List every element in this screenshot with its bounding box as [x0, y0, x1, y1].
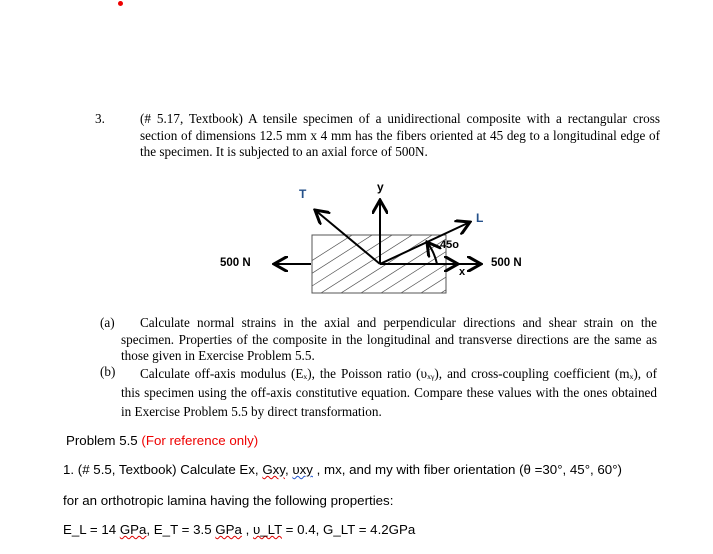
- l1b: ,: [284, 462, 293, 477]
- l3-gpa2: GPa: [215, 522, 242, 537]
- l3c: ,: [241, 522, 253, 537]
- part-b-label: (b): [100, 364, 116, 379]
- l3-ult: υ_LT: [253, 522, 282, 537]
- l3d: = 0.4, G_LT = 4.2GPa: [281, 522, 416, 537]
- label-l: L: [476, 211, 484, 225]
- label-force-right: 500 N: [491, 257, 522, 269]
- reference-line-1: [63, 462, 622, 477]
- reference-line-2: for an orthotropic lamina having the following properties:: [63, 493, 394, 508]
- label-angle: 45o: [440, 239, 459, 251]
- reference-title: [66, 433, 258, 448]
- l1a: 1. (# 5.5, Textbook) Calculate Ex,: [63, 462, 263, 477]
- t-axis-arrow: [315, 210, 380, 264]
- part-a-text: Calculate normal strains in the axial and perpendicular directions and shear strain on the specimen. Properties of the composite in the longitudinal and transverse directions are the same as those given in Exercise Problem 5.5.: [121, 315, 657, 363]
- reference-title-text: Problem 5.5: [66, 433, 142, 448]
- l1-uxy: υxy: [292, 462, 313, 477]
- label-x: x: [459, 266, 466, 278]
- part-b-text: Calculate off-axis modulus (Eₓ), the Poisson ratio (υₓᵧ), and cross-coupling coefficient (mₓ), of this specimen using the off-axis constitutive equation. Compare these values with the ones obtained in Exercise Problem 5.5 by direct transformation.: [121, 366, 657, 419]
- problem-statement: (# 5.17, Textbook) A tensile specimen of a unidirectional composite with a rectangular cross section of dimensions 12.5 mm x 4 mm has the fibers oriented at 45 deg to a longitudinal edge of the specimen. It is subjected to an axial force of 500N.: [140, 111, 660, 159]
- label-t: T: [299, 187, 307, 201]
- l1-gxy: Gxy: [262, 462, 285, 477]
- problem-number: 3.: [95, 111, 105, 126]
- label-force-left: 500 N: [220, 257, 251, 269]
- reference-note: (For reference only): [141, 433, 259, 448]
- label-y: y: [377, 180, 384, 194]
- l3-gpa: GPa: [119, 522, 147, 537]
- reference-line-3: [63, 522, 415, 537]
- part-a-label: (a): [100, 315, 115, 330]
- l3b: , E_T = 3.5: [146, 522, 216, 537]
- l1c: , mx, and my with fiber orientation (θ =30°, 45°, 60°): [312, 462, 622, 477]
- l3a: E_L = 14: [63, 522, 120, 537]
